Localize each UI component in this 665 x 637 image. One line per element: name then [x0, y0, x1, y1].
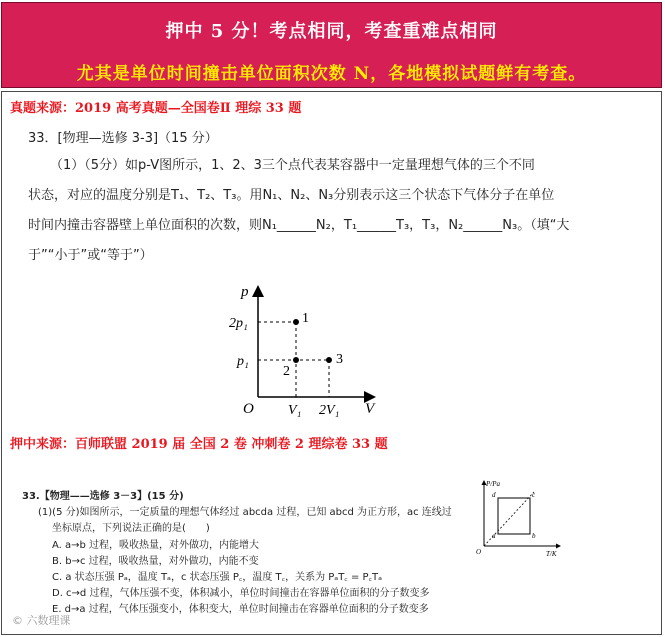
question1-line4: 于”“小于”或“等于”） — [28, 248, 153, 263]
promo-banner — [1, 2, 662, 88]
question-header-2: 33.【物理——选修 3－3】(15 分) — [22, 491, 184, 502]
watermark: © 六数理课 — [12, 614, 71, 627]
option-c: C. a 状态压强 Pₐ，温度 Tₐ，c 状态压强 P꜀，温度 T꜀，关系为 PₐT꜀ = P꜀Tₐ — [52, 572, 383, 583]
question1-line3: 时间内撞击容器壁上单位面积的次数，则N₁______N₂，T₁______T₃，T₃，N₂______N₃。（填“大 — [28, 218, 570, 233]
state-point-2 — [293, 357, 299, 363]
v-axis-label: V — [365, 401, 375, 417]
option-d: D. c→d 过程，气体压强不变，体积减小，单位时间撞击在容器单位面积的分子数变多 — [52, 588, 430, 599]
source-label-gaokao: 真题来源：2019 高考真题—全国卷Ⅱ 理综 33 题 — [10, 101, 302, 116]
corner-b: b — [532, 532, 536, 540]
option-e: E. d→a 过程，气体压强变小，体积变大，单位时间撞击在容器单位面积的分子数变多 — [52, 604, 429, 615]
question1-line1: （1）（5分）如p-V图所示，1、2、3三个点代表某容器中一定量理想气体的三个不同 — [50, 158, 535, 173]
question1-line2: 状态，对应的温度分别是T₁、T₂、T₃。用N₁、N₂、N₃分别表示这三个状态下气体分子在单位 — [28, 188, 555, 203]
banner-headline: 押中 5 分！考点相同，考查重难点相同 — [165, 21, 498, 42]
pt-origin: O — [476, 548, 482, 556]
question2-line1: (1)(5 分)如图所示，一定质量的理想气体经过 abcda 过程，已知 abcd 为正方形，ac 连线过 — [38, 507, 452, 518]
question-header-1: 33．[物理—选修 3-3]（15 分） — [28, 131, 218, 146]
corner-c: c — [532, 491, 536, 499]
state-point-3 — [326, 357, 332, 363]
point-label-3: 3 — [336, 352, 343, 367]
origin-label: O — [243, 401, 254, 417]
source-label-mock: 押中来源：百师联盟 2019 届 全国 2 卷 冲刺卷 2 理综卷 33 题 — [10, 437, 388, 452]
option-a: A. a→b 过程，吸收热量，对外做功，内能增大 — [52, 540, 260, 551]
pt-t-label: T/K — [546, 550, 557, 558]
option-b: B. b→c 过程，吸收热量，对外做功，内能不变 — [52, 556, 259, 567]
banner-subheadline: 尤其是单位时间撞击单位面积次数 N，各地模拟试题鲜有考查。 — [76, 64, 587, 84]
point-label-1: 1 — [302, 311, 309, 326]
tick-p1: p₁ — [237, 354, 249, 369]
tick-2v1: 2V₁ — [319, 403, 340, 418]
point-label-2: 2 — [283, 364, 290, 379]
process-square — [498, 498, 530, 534]
pt-diagram — [472, 478, 567, 560]
question2-line2: 坐标原点，下列说法正确的是( ) — [52, 523, 210, 534]
pt-p-label: P/Pa — [486, 480, 500, 488]
pv-diagram — [225, 282, 390, 422]
tick-2p1: 2p₁ — [229, 316, 248, 331]
state-point-1 — [293, 319, 299, 325]
corner-d: d — [492, 491, 496, 499]
tick-v1: V₁ — [288, 403, 302, 418]
corner-a: a — [492, 532, 496, 540]
p-axis-label: p — [241, 284, 249, 300]
